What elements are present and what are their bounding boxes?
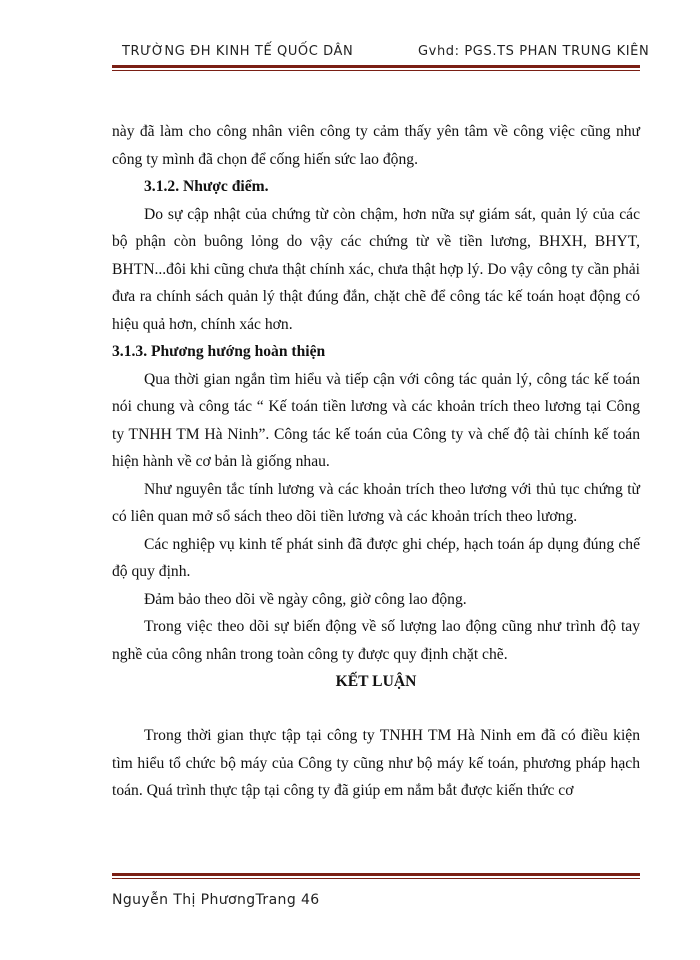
paragraph: Như nguyên tắc tính lương và các khoản trích theo lương với thủ tục chứng từ có liên quan mở sổ sách theo dõi tiền lương và các khoản trích theo lương.: [112, 480, 640, 525]
paragraph: Do sự cập nhật của chứng từ còn chậm, hơn nữa sự giám sát, quản lý của các bộ phận còn buông lỏng do vậy các chứng từ về tiền lương, BHXH, BHYT, BHTN...đôi khi cũng chưa thật chính xác, chưa thật hợp lý. Do vậy công ty cần phải đưa ra chính sách quản lý thật đúng đắn, chặt chẽ để công tác kế toán hoạt động có hiệu quả hơn, chính xác hơn.: [112, 205, 640, 333]
paragraph: này đã làm cho công nhân viên công ty cảm thấy yên tâm về công việc cũng như công ty mình đã chọn để cống hiến sức lao động.: [112, 123, 640, 168]
paragraph: Trong thời gian thực tập tại công ty TNHH TM Hà Ninh em đã có điều kiện tìm hiểu tổ chức bộ máy của Công ty cũng như bộ máy kế toán, phương pháp hạch toán. Quá trình thực tập tại công ty đã giúp em nắm bắt được kiến thức cơ: [112, 727, 640, 799]
header-advisor: Gvhd: PGS.TS PHAN TRUNG KIÊN: [418, 44, 650, 59]
paragraph: Qua thời gian ngắn tìm hiểu và tiếp cận với công tác quản lý, công tác kế toán nói chung và công tác “ Kế toán tiền lương và các khoản trích theo lương tại Công ty TNHH TM Hà Ninh”. Công tác kế toán của Công ty và chế độ tài chính kế toán hiện hành về cơ bản là giống nhau.: [112, 370, 640, 470]
conclusion-title: KẾT LUẬN: [335, 673, 417, 690]
paragraph: Các nghiệp vụ kinh tế phát sinh đã được ghi chép, hạch toán áp dụng đúng chế độ quy định.: [112, 535, 640, 580]
paragraph: Đảm bảo theo dõi về ngày công, giờ công lao động.: [144, 590, 467, 608]
section-heading-3-1-2: 3.1.2. Nhược điểm.: [144, 178, 269, 195]
footer-rule: [112, 873, 640, 876]
footer-rule-thin: [112, 878, 640, 879]
paragraph: Trong việc theo dõi sự biến động về số lượng lao động cũng như trình độ tay nghề của công nhân trong toàn công ty được quy định chặt chẽ.: [112, 618, 640, 663]
header-rule: [112, 65, 640, 68]
section-heading-3-1-3: 3.1.3. Phương hướng hoàn thiện: [112, 343, 326, 360]
page-body: [112, 118, 640, 696]
header-rule-thin: [112, 70, 640, 71]
footer-author-page: Nguyễn Thị PhươngTrang 46: [112, 892, 320, 908]
header-school: TRƯỜNG ĐH KINH TẾ QUỐC DÂN: [122, 44, 354, 59]
conclusion-body: [112, 722, 640, 805]
